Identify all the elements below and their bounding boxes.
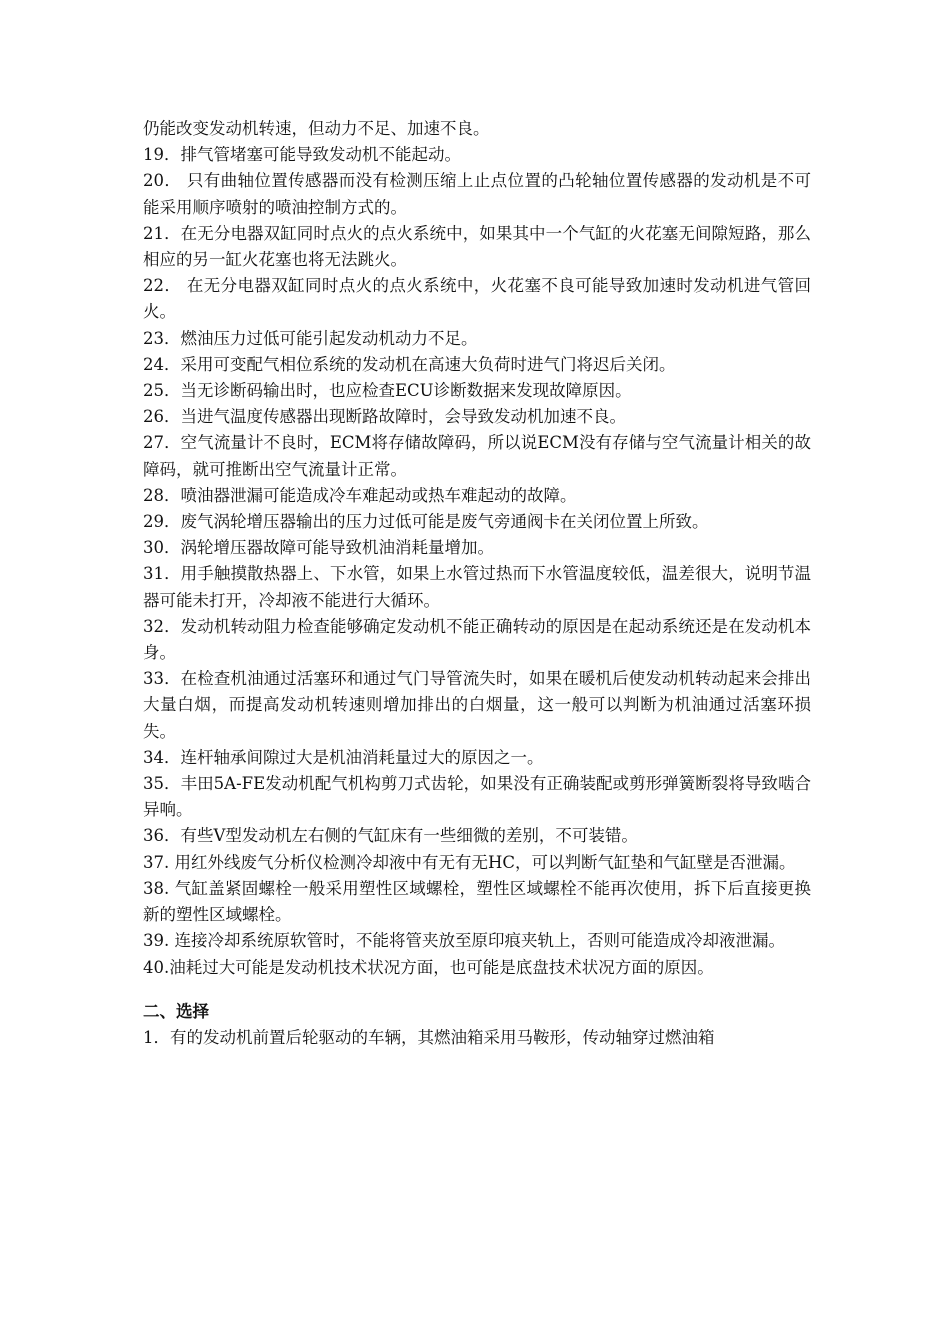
paragraph-item-29: 29．废气涡轮增压器输出的压力过低可能是废气旁通阀卡在关闭位置上所致。 xyxy=(143,512,709,532)
paragraph-item-19: 19．排气管堵塞可能导致发动机不能起动。 xyxy=(143,145,461,165)
paragraph-item-32: 32．发动机转动阻力检查能够确定发动机不能正确转动的原因是在起动系统还是在发动机本身。 xyxy=(143,616,811,663)
paragraph-item-38: 38. 气缸盖紧固螺栓一般采用塑性区域螺栓，塑性区域螺栓不能再次使用，拆下后直接更换新的塑性区域螺栓。 xyxy=(143,878,811,925)
paragraph-item-24: 24．采用可变配气相位系统的发动机在高速大负荷时进气门将迟后关闭。 xyxy=(143,354,676,374)
paragraph-continuation: 仍能改变发动机转速，但动力不足、加速不良。 xyxy=(143,119,490,138)
paragraph-item-28: 28．喷油器泄漏可能造成冷车难起动或热车难起动的故障。 xyxy=(143,485,577,505)
paragraph-item-27: 27．空气流量计不良时，ECM将存储故障码，所以说ECM没有存储与空气流量计相关的故障码，就可推断出空气流量计正常。 xyxy=(143,433,811,479)
paragraph-item-20: 20． 只有曲轴位置传感器而没有检测压缩上止点位置的凸轮轴位置传感器的发动机是不可能采用顺序喷射的喷油控制方式的。 xyxy=(143,171,811,217)
paragraph-item-26: 26．当进气温度传感器出现断路故障时，会导致发动机加速不良。 xyxy=(143,407,626,427)
paragraph-choice-1: 1．有的发动机前置后轮驱动的车辆，其燃油箱采用马鞍形，传动轴穿过燃油箱 xyxy=(143,1027,715,1047)
paragraph-item-37: 37. 用红外线废气分析仪检测冷却液中有无有无HC，可以判断气缸垫和气缸壁是否泄漏。 xyxy=(143,852,796,872)
paragraph-item-23: 23．燃油压力过低可能引起发动机动力不足。 xyxy=(143,328,478,348)
paragraph-item-21: 21．在无分电器双缸同时点火的点火系统中，如果其中一个气缸的火花塞无间隙短路，那么相应的另一缸火花塞也将无法跳火。 xyxy=(143,223,811,270)
paragraph-item-34: 34．连杆轴承间隙过大是机油消耗量过大的原因之一。 xyxy=(143,747,544,767)
paragraph-item-31: 31．用手触摸散热器上、下水管，如果上水管过热而下水管温度较低，温差很大，说明节温器可能未打开，冷却液不能进行大循环。 xyxy=(143,564,811,610)
paragraph-item-40: 40.油耗过大可能是发动机技术状况方面，也可能是底盘技术状况方面的原因。 xyxy=(143,957,714,977)
paragraph-item-33: 33．在检查机油通过活塞环和通过气门导管流失时，如果在暖机后使发动机转动起来会排出大量白烟，而提高发动机转速则增加排出的白烟量，这一般可以判断为机油通过活塞环损失。 xyxy=(143,669,811,741)
paragraph-item-25: 25．当无诊断码输出时，也应检查ECU诊断数据来发现故障原因。 xyxy=(143,381,632,401)
paragraph-item-35: 35．丰田5A-FE发动机配气机构剪刀式齿轮，如果没有正确装配或剪形弹簧断裂将导致啮合异响。 xyxy=(143,774,811,820)
paragraph-item-30: 30．涡轮增压器故障可能导致机油消耗量增加。 xyxy=(143,538,494,558)
section-heading: 二、选择 xyxy=(143,1001,209,1021)
paragraph-item-22: 22． 在无分电器双缸同时点火的点火系统中，火花塞不良可能导致加速时发动机进气管回火。 xyxy=(143,276,811,322)
paragraph-item-36: 36．有些V型发动机左右侧的气缸床有一些细微的差别，不可装错。 xyxy=(143,826,638,846)
document-body xyxy=(143,116,811,1051)
paragraph-item-39: 39. 连接冷却系统原软管时，不能将管夹放至原印痕夹轨上，否则可能造成冷却液泄漏。 xyxy=(143,931,785,951)
